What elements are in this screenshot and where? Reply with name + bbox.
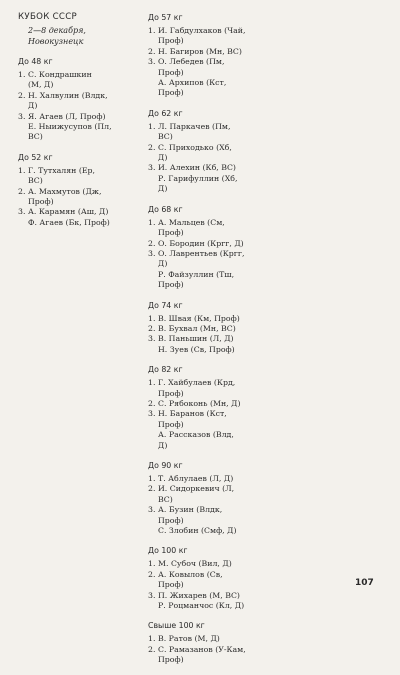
athlete-name: В. Ратов (М, Д) — [158, 634, 220, 644]
place-number: 1. — [148, 559, 156, 569]
athlete-name: И. Габдулхаков (Чай, Проф) — [158, 26, 246, 46]
weight-class-block — [148, 460, 298, 536]
result-entry — [18, 112, 136, 122]
athlete-name: Н. Багиров (Мн, ВС) — [158, 46, 242, 56]
athlete-name: А. Карамян (Аш, Д) — [28, 207, 109, 217]
place-number: 3. — [148, 505, 156, 515]
place-number: 2. — [18, 186, 26, 196]
result-entry — [148, 47, 298, 57]
athlete-name: И. Алехин (Кб, ВС) — [158, 163, 236, 173]
result-entry — [148, 505, 298, 526]
athlete-name: А. Рассказов (Влд, Д) — [158, 430, 234, 450]
result-entry — [148, 484, 298, 505]
weight-class-block — [18, 152, 136, 228]
result-entry — [148, 474, 298, 484]
weight-class-block — [148, 204, 298, 291]
weight-class-block — [148, 300, 298, 356]
place-number: 1. — [148, 26, 156, 35]
athlete-name: Г. Хайбулаев (Крд, Проф) — [158, 378, 236, 398]
result-entry — [148, 249, 298, 270]
athlete-name: А. Ковылов (Св, Проф) — [158, 569, 223, 590]
place-number: 2. — [148, 46, 156, 56]
place-number: 3. — [148, 248, 156, 258]
result-entry — [18, 207, 136, 217]
weight-class-block — [148, 545, 298, 611]
athlete-name: Г. Тутхалян (Ер, ВС) — [28, 165, 96, 186]
place-number — [148, 345, 158, 355]
athlete-name: С. Рамазанов (У-Кам, Проф) — [158, 644, 246, 665]
result-entry — [148, 218, 298, 239]
result-entry — [148, 78, 298, 99]
athlete-name: В. Бухвал (Мн, ВС) — [158, 323, 236, 333]
weight-class-heading: До 52 кг — [18, 152, 53, 162]
event-dates: 2—8 декабря, — [28, 26, 86, 35]
athlete-name: И. Сидоркевич (Л, ВС) — [158, 484, 235, 504]
result-entry — [148, 163, 298, 173]
athlete-name: А. Бузин (Влдк, Проф) — [158, 505, 223, 525]
athlete-name: С. Злобин (Смф, Д) — [158, 526, 237, 536]
athlete-name: В. Швая (Км, Проф) — [158, 313, 240, 323]
result-entry — [148, 645, 298, 666]
place-number: 1. — [18, 165, 26, 175]
result-entry — [148, 601, 298, 611]
athlete-name: Ф. Агаев (Бк, Проф) — [28, 217, 110, 227]
place-number: 1. — [148, 217, 156, 227]
weight-class-block — [148, 620, 298, 665]
weight-class-heading: До 100 кг — [148, 546, 188, 556]
place-number — [148, 526, 158, 536]
athlete-name: А. Махмутов (Дж, Проф) — [28, 186, 102, 207]
result-entry — [148, 430, 298, 451]
athlete-name: О. Бородин (Кргг, Д) — [158, 238, 244, 248]
result-entry — [148, 559, 298, 569]
event-dates-location — [18, 26, 136, 47]
result-entry — [148, 57, 298, 78]
result-entry — [18, 70, 136, 91]
athlete-name: В. Паньшин (Л, Д) — [158, 334, 234, 344]
weight-class-heading: До 68 кг — [148, 204, 183, 214]
athlete-name: Л. Паркачев (Пм, ВС) — [158, 121, 231, 142]
place-number: 3. — [18, 207, 26, 217]
athlete-name: М. Субоч (Вил, Д) — [158, 559, 232, 569]
result-entry — [148, 314, 298, 324]
right-weight-classes — [148, 12, 298, 666]
result-entry — [148, 174, 298, 195]
athlete-name: Р. Файзуллин (Тш, Проф) — [158, 269, 235, 290]
result-entry — [18, 166, 136, 187]
place-number — [18, 218, 28, 228]
left-column — [18, 12, 136, 237]
right-column — [148, 12, 298, 675]
result-entry — [148, 378, 298, 399]
result-entry — [18, 218, 136, 228]
athlete-name: А. Архипов (Кст, Проф) — [158, 78, 227, 98]
place-number: 2. — [148, 323, 156, 333]
place-number: 2. — [18, 90, 26, 100]
athlete-name: С. Рябоконь (Мн, Д) — [158, 398, 241, 408]
place-number: 3. — [148, 163, 156, 173]
result-entry — [148, 634, 298, 644]
place-number: 2. — [148, 569, 156, 579]
place-number: 1. — [148, 121, 156, 131]
weight-class-block — [148, 108, 298, 195]
weight-class-heading: До 82 кг — [148, 365, 183, 375]
place-number: 1. — [148, 634, 156, 644]
place-number: 1. — [148, 378, 156, 388]
athlete-name: Я. Агаев (Л, Проф) — [28, 111, 106, 121]
result-entry — [148, 591, 298, 601]
athlete-name: Н. Зуев (Св, Проф) — [158, 344, 235, 354]
result-entry — [148, 334, 298, 344]
weight-class-block — [18, 56, 136, 143]
result-entry — [148, 122, 298, 143]
place-number — [148, 430, 158, 451]
place-number: 3. — [148, 334, 156, 344]
place-number: 2. — [148, 238, 156, 248]
result-entry — [148, 26, 298, 47]
athlete-name: О. Лебедев (Пм, Проф) — [158, 57, 225, 77]
result-entry — [18, 91, 136, 112]
result-entry — [18, 122, 136, 143]
result-entry — [148, 345, 298, 355]
weight-class-heading: Свыше 100 кг — [148, 621, 205, 631]
result-entry — [148, 570, 298, 591]
weight-class-heading: До 48 кг — [18, 57, 53, 66]
page-title: КУБОК СССР — [18, 12, 78, 22]
place-number: 2. — [148, 644, 156, 654]
weight-class-block — [148, 364, 298, 451]
result-entry — [148, 409, 298, 430]
place-number — [148, 174, 158, 195]
athlete-name: С. Кондрашкин (М, Д) — [28, 70, 92, 90]
athlete-name: Р. Гарифуллин (Хб, Д) — [158, 173, 238, 194]
place-number — [18, 122, 28, 143]
place-number: 3. — [18, 111, 26, 121]
result-entry — [148, 270, 298, 291]
place-number: 3. — [148, 57, 156, 67]
weight-class-heading: До 74 кг — [148, 300, 183, 310]
weight-class-heading: До 62 кг — [148, 108, 183, 118]
athlete-name: С. Приходько (Хб, Д) — [158, 142, 232, 163]
place-number: 2. — [148, 142, 156, 152]
result-entry — [148, 143, 298, 164]
place-number: 1. — [148, 313, 156, 323]
event-location: Новокузнецк — [28, 36, 84, 46]
place-number: 3. — [148, 409, 156, 419]
athlete-name: Т. Аблулаев (Л, Д) — [158, 474, 234, 483]
left-weight-classes — [18, 56, 136, 228]
athlete-name: А. Мальцев (См, Проф) — [158, 217, 225, 238]
athlete-name: Н. Халвулин (Влдк, Д) — [28, 90, 108, 111]
result-entry — [148, 526, 298, 536]
result-entry — [18, 187, 136, 208]
place-number: 2. — [148, 484, 156, 494]
weight-class-heading: До 90 кг — [148, 461, 183, 470]
place-number: 1. — [148, 474, 156, 483]
athlete-name: П. Жихарев (М, ВС) — [158, 590, 240, 600]
place-number — [148, 78, 158, 99]
place-number — [148, 601, 158, 611]
page-number: 107 — [355, 578, 374, 588]
place-number: 3. — [148, 590, 156, 600]
result-entry — [148, 239, 298, 249]
athlete-name: Н. Баранов (Кст, Проф) — [158, 409, 227, 429]
place-number — [148, 270, 158, 291]
weight-class-heading: До 57 кг — [148, 13, 183, 22]
result-entry — [148, 399, 298, 409]
athlete-name: Е. Ныижусупов (Пл, ВС) — [28, 122, 112, 142]
weight-class-block — [148, 12, 298, 99]
place-number: 1. — [18, 70, 26, 79]
athlete-name: Р. Роцманчос (Кл, Д) — [158, 601, 245, 611]
place-number: 2. — [148, 398, 156, 408]
athlete-name: О. Лаврентьев (Кргг, Д) — [158, 248, 245, 269]
result-entry — [148, 324, 298, 334]
